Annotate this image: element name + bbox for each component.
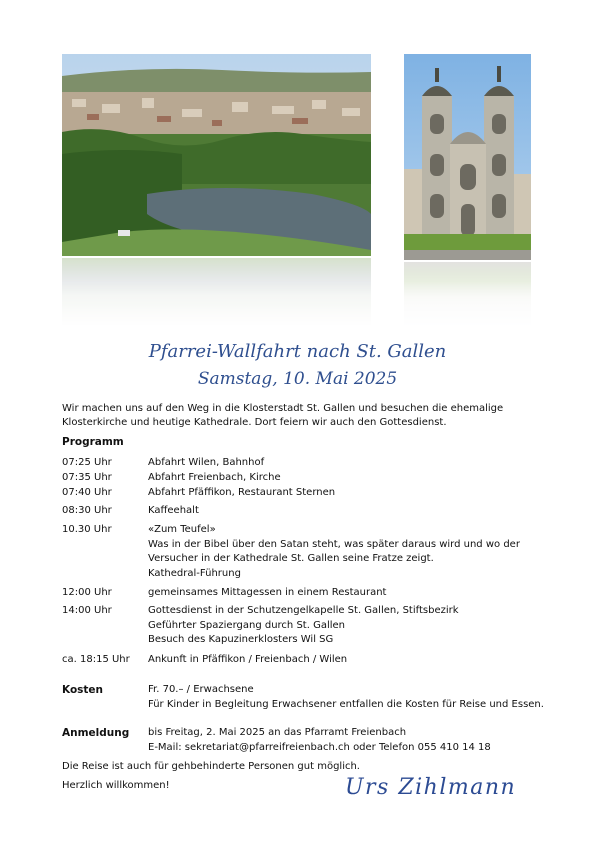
kosten-text: Fr. 70.– / Erwachsene	[148, 684, 254, 695]
kosten-label: Kosten	[62, 684, 104, 696]
schedule-text: Geführter Spaziergang durch St. Gallen	[148, 619, 345, 631]
schedule-text: gemeinsames Mittagessen in einem Restaurant	[148, 587, 387, 598]
schedule-text: Ankunft in Pfäffikon / Freienbach / Wilen	[148, 654, 348, 665]
anmeldung-text: E-Mail: sekretariat@pfarreifreienbach.ch oder Telefon 055 410 14 18	[148, 741, 491, 753]
schedule-time: 12:00 Uhr	[62, 587, 112, 598]
schedule-text: Gottesdienst in der Schutzengelkapelle St. Gallen, Stiftsbezirk	[148, 605, 459, 616]
city-landscape-reflection	[62, 258, 371, 326]
schedule-time: 08:30 Uhr	[62, 505, 112, 516]
schedule-text-block	[148, 604, 548, 648]
intro-line: Wir machen uns auf den Weg in die Klosterstadt St. Gallen und besuchen die ehemalige	[62, 403, 504, 414]
schedule-time: 14:00 Uhr	[62, 605, 112, 616]
programm-heading: Programm	[62, 436, 124, 448]
cathedral-reflection	[404, 262, 531, 326]
schedule-text: Abfahrt Wilen, Bahnhof	[148, 457, 265, 468]
schedule-time: 07:40 Uhr	[62, 487, 112, 498]
cathedral-photo	[404, 54, 531, 260]
schedule-time: 10.30 Uhr	[62, 524, 112, 535]
city-landscape-photo	[62, 54, 371, 256]
schedule-time: ca. 18:15 Uhr	[62, 654, 130, 665]
intro-paragraph	[62, 402, 542, 430]
schedule-text: Kaffeehalt	[148, 505, 199, 516]
schedule-time: 07:35 Uhr	[62, 472, 112, 483]
accessibility-note: Die Reise ist auch für gehbehinderte Personen gut möglich.	[62, 761, 360, 772]
schedule-text: «Zum Teufel»	[148, 524, 216, 535]
schedule-text: Besuch des Kapuzinerklosters Wil SG	[148, 634, 334, 645]
schedule-text: Abfahrt Pfäffikon, Restaurant Sternen	[148, 487, 336, 498]
kosten-text-block	[148, 683, 548, 712]
page-title: Pfarrei-Wallfahrt nach St. Gallen	[148, 341, 447, 362]
kosten-text: Für Kinder in Begleitung Erwachsener entfallen die Kosten für Reise und Essen.	[148, 698, 544, 710]
schedule-text: Was in der Bibel über den Satan steht, was später daraus wird und wo der	[148, 538, 520, 550]
schedule-text-block	[148, 523, 548, 581]
intro-line: Klosterkirche und heutige Kathedrale. Dort feiern wir auch den Gottesdienst.	[62, 417, 447, 428]
event-date: Samstag, 10. Mai 2025	[197, 369, 398, 389]
anmeldung-text: bis Freitag, 2. Mai 2025 an das Pfarramt Freienbach	[148, 727, 407, 738]
anmeldung-text-block	[148, 726, 548, 755]
schedule-text: Abfahrt Freienbach, Kirche	[148, 472, 281, 483]
welcome-greeting: Herzlich willkommen!	[62, 780, 170, 791]
cathedral-image	[404, 54, 531, 260]
schedule-text: Versucher in der Kathedrale St. Gallen seine Fratze zeigt.	[148, 553, 434, 564]
schedule-time: 07:25 Uhr	[62, 457, 112, 468]
city-landscape-image	[62, 54, 371, 256]
signature: Urs Zihlmann	[345, 775, 517, 800]
schedule-text: Kathedral-Führung	[148, 567, 241, 579]
anmeldung-label: Anmeldung	[62, 727, 130, 739]
